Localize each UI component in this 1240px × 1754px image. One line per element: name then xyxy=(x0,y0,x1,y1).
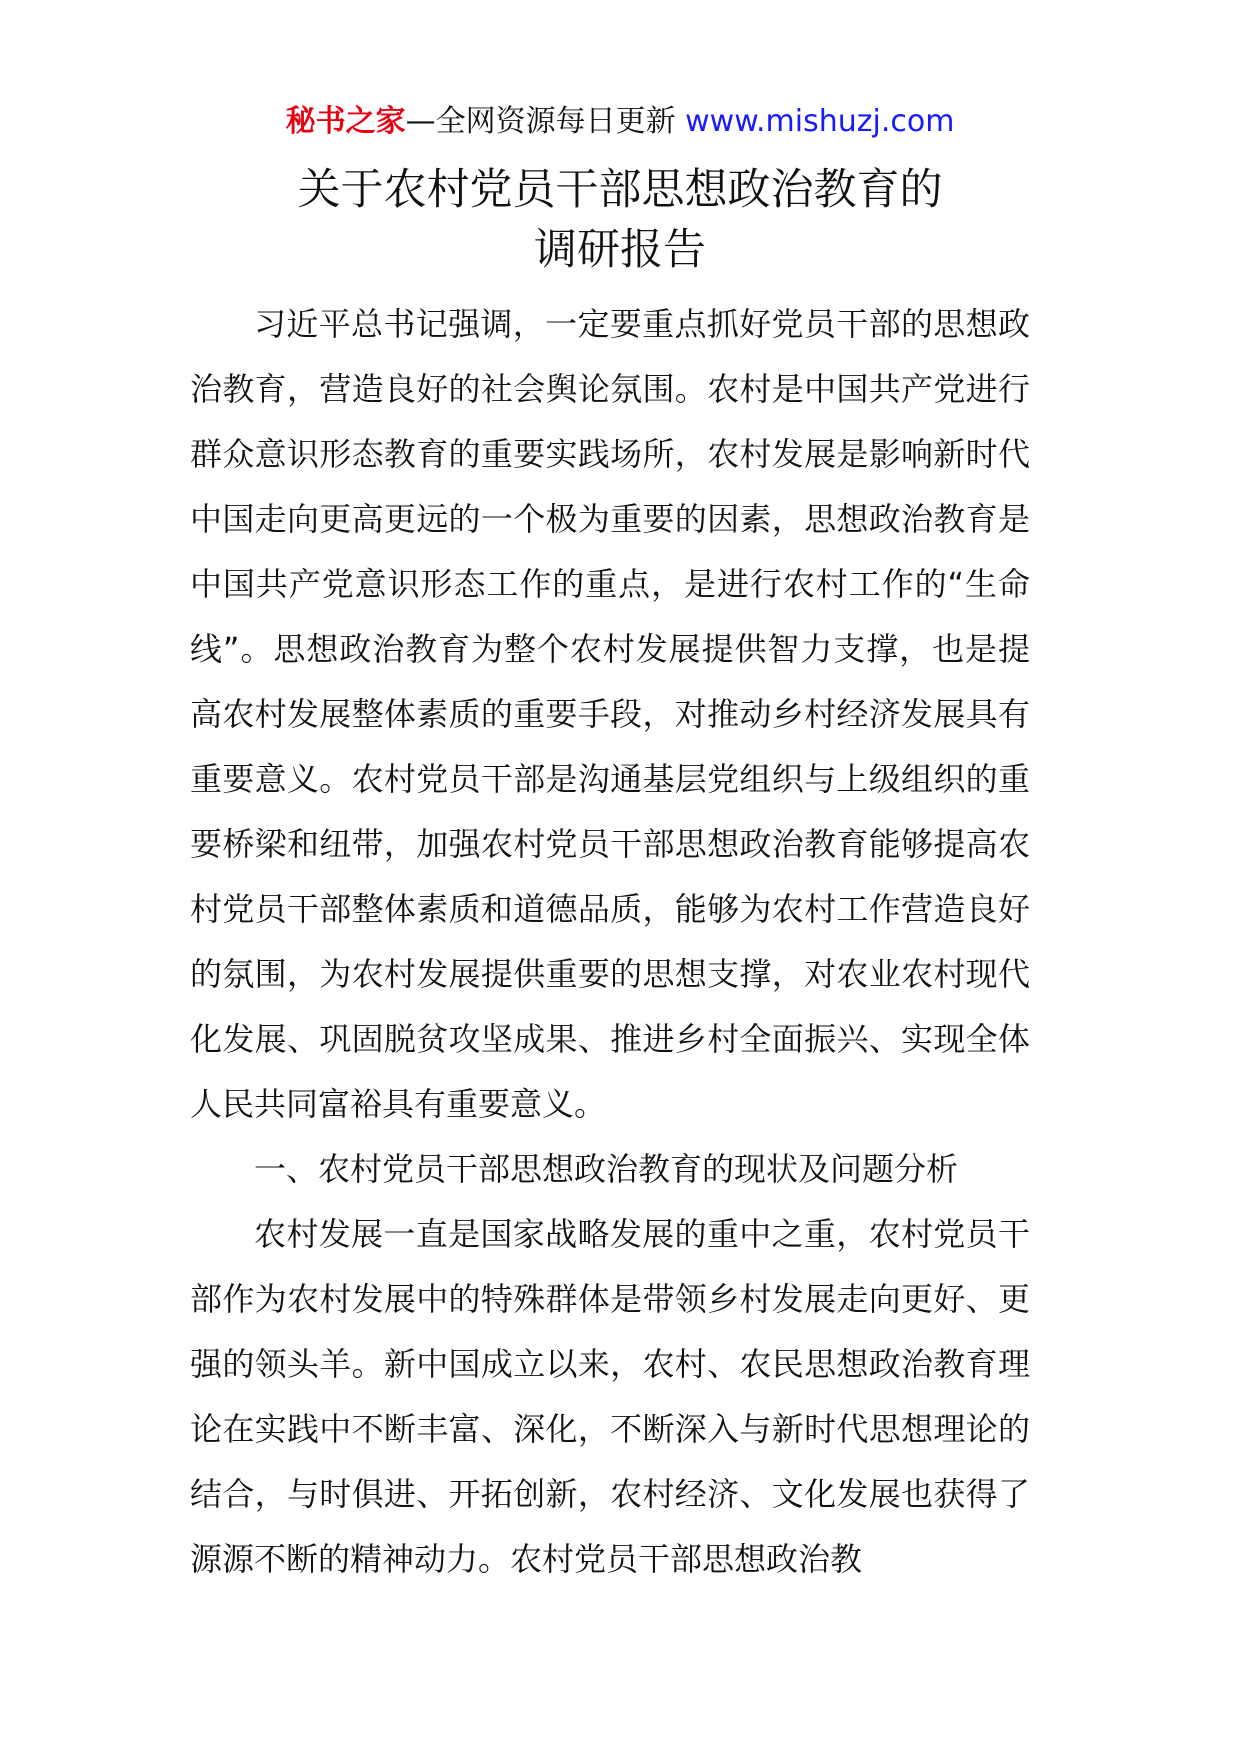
title-line-2: 调研报告 xyxy=(534,225,706,275)
site-header xyxy=(0,100,1240,144)
site-url[interactable]: www.mishuzj.com xyxy=(685,104,955,139)
site-slogan: —全网资源每日更新 xyxy=(405,104,686,139)
title-line-1: 关于农村党员干部思想政治教育的 xyxy=(297,165,943,215)
section-heading-1: 一、农村党员干部思想政治教育的现状及问题分析 xyxy=(254,1150,959,1188)
document-title xyxy=(0,160,1240,280)
intro-paragraph: 习近平总书记强调，一定要重点抓好党员干部的思想政治教育，营造良好的社会舆论氛围。农村是中国共产党进行群众意识形态教育的重要实践场所，农村发展是影响新时代中国走向更高更远的一个极为重要的因素，思想政治教育是中国共产党意识形态工作的重点，是进行农村工作的“生命线”。思想政治教育为整个农村发展提供智力支撑，也是提高农村发展整体素质的重要手段，对推动乡村经济发展具有重要意义。农村党员干部是沟通基层党组织与上级组织的重要桥梁和纽带，加强农村党员干部思想政治教育能够提高农村党员干部整体素质和道德品质，能够为农村工作营造良好的氛围，为农村发展提供重要的思想支撑，对农业农村现代化发展、巩固脱贫攻坚成果、推进乡村全面振兴、实现全体人民共同富裕具有重要意义。 xyxy=(190,305,1030,1123)
section-paragraph-1: 农村发展一直是国家战略发展的重中之重，农村党员干部作为农村发展中的特殊群体是带领乡村发展走向更好、更强的领头羊。新中国成立以来，农村、农民思想政治教育理论在实践中不断丰富、深化，不断深入与新时代思想理论的结合，与时俱进、开拓创新，农村经济、文化发展也获得了源源不断的精神动力。农村党员干部思想政治教 xyxy=(190,1215,1030,1578)
document-body xyxy=(190,292,1030,1592)
brand-name: 秘书之家 xyxy=(285,104,406,139)
